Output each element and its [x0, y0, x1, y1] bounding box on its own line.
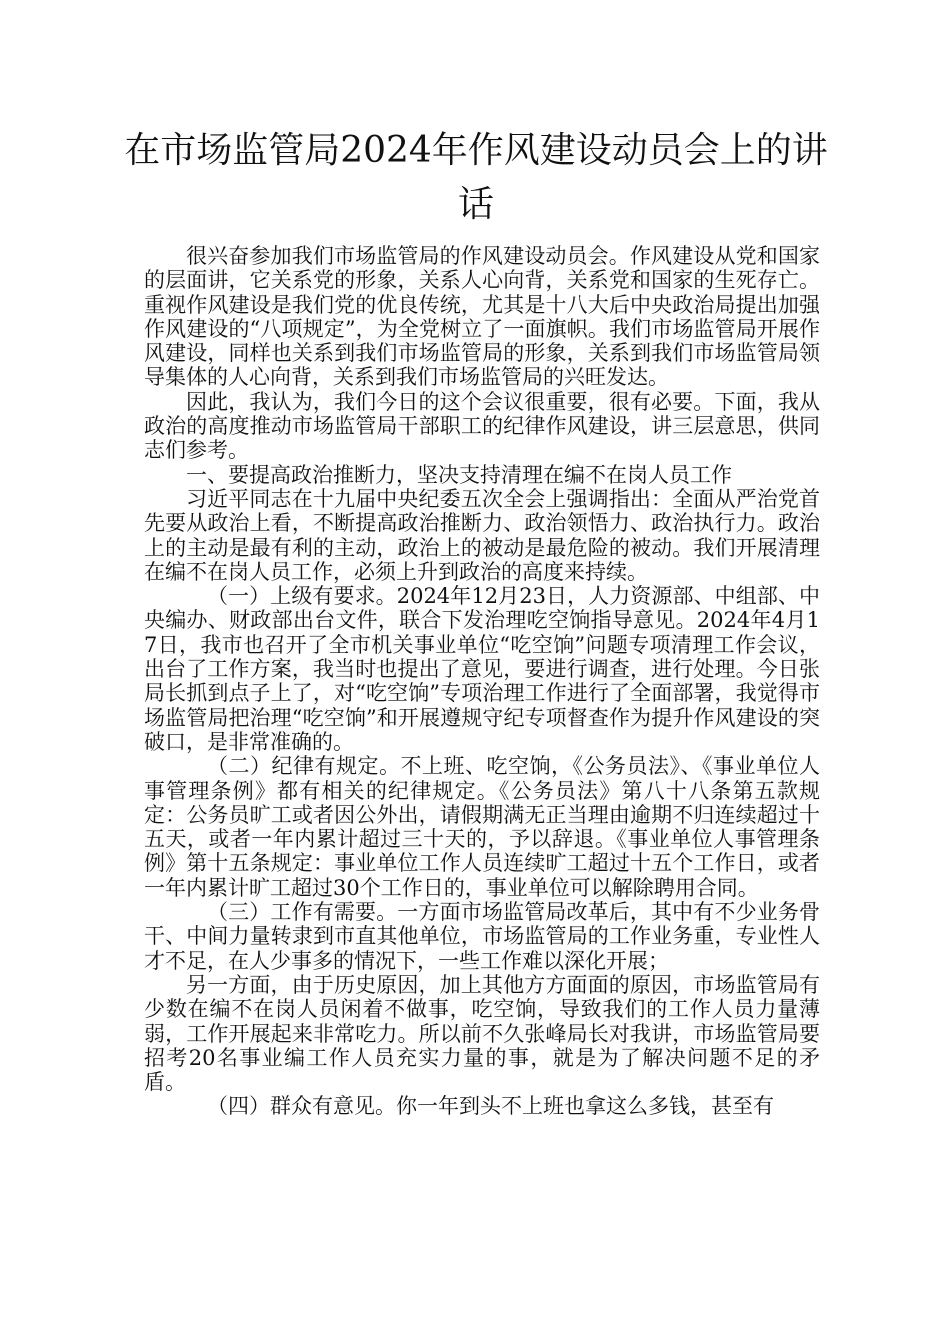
section-heading-1: 一、要提高政治推断力，坚决支持清理在编不在岗人员工作 — [186, 462, 732, 487]
paragraph-point-1: （一）上级有要求。2024年12月23日，人力资源部、中组部、中央编办、财政部出台文件，联合下发治理吃空饷指导意见。2024年4月17日，我市也召开了全市机关事业单位“吃空饷”问题专项清理工作会议，出台了工作方案，我当时也提出了意见，要进行调查，进行处理。今日张局长抓到点子上了，对“吃空饷”专项治理工作进行了全面部署，我觉得市场监管局把治理“吃空饷”和开展遵规守纪专项督查作为提升作风建设的突破口，是非常准确的。 — [144, 584, 820, 754]
paragraph-other-side: 另一方面，由于历史原因，加上其他方方面面的原因，市场监管局有少数在编不在岗人员闲着不做事，吃空饷，导致我们的工作人员力量薄弱，工作开展起来非常吃力。所以前不久张峰局长对我讲，市场监管局要招考20名事业编工作人员充实力量的事，就是为了解决问题不足的矛盾。 — [144, 972, 820, 1095]
document-body — [144, 244, 820, 1119]
paragraph-therefore: 因此，我认为，我们今日的这个会议很重要，很有必要。下面，我从政治的高度推动市场监管局干部职工的纪律作风建设，讲三层意思，供同志们参考。 — [144, 389, 820, 463]
paragraph-point-2: （二）纪律有规定。不上班、吃空饷，《公务员法》、《事业单位人事管理条例》都有相关的纪律规定。《公务员法》第八十八条第五款规定：公务员旷工或者因公外出，请假期满无正当理由逾期不归连续超过十五天，或者一年内累计超过三十天的，予以辞退。《事业单位人事管理条例》第十五条规定：事业单位工作人员连续旷工超过十五个工作日，或者一年内累计旷工超过30个工作日的，事业单位可以解除聘用合同。 — [144, 754, 820, 900]
paragraph-point-3: （三）工作有需要。一方面市场监管局改革后，其中有不少业务骨干、中间力量转隶到市直其他单位，市场监管局的工作业务重，专业性人才不足，在人少事多的情况下，一些工作难以深化开展； — [144, 900, 820, 973]
document-title: 在市场监管局2024年作风建设动员会上的讲话 — [124, 130, 828, 225]
paragraph-point-4: （四）群众有意见。你一年到头不上班也拿这么多钱，甚至有 — [207, 1094, 774, 1119]
paragraph-xi-quote: 习近平同志在十九届中央纪委五次全会上强调指出：全面从严治党首先要从政治上看，不断提高政治推断力、政治领悟力、政治执行力。政治上的主动是最有利的主动，政治上的被动是最危险的被动。我们开展清理在编不在岗人员工作，必须上升到政治的高度来持续。 — [144, 486, 820, 584]
paragraph-intro: 很兴奋参加我们市场监管局的作风建设动员会。作风建设从党和国家的层面讲，它关系党的形象，关系人心向背，关系党和国家的生死存亡。重视作风建设是我们党的优良传统，尤其是十八大后中央政治局提出加强作风建设的“八项规定”，为全党树立了一面旗帜。我们市场监管局开展作风建设，同样也关系到我们市场监管局的形象，关系到我们市场监管局领导集体的人心向背，关系到我们市场监管局的兴旺发达。 — [144, 244, 820, 390]
